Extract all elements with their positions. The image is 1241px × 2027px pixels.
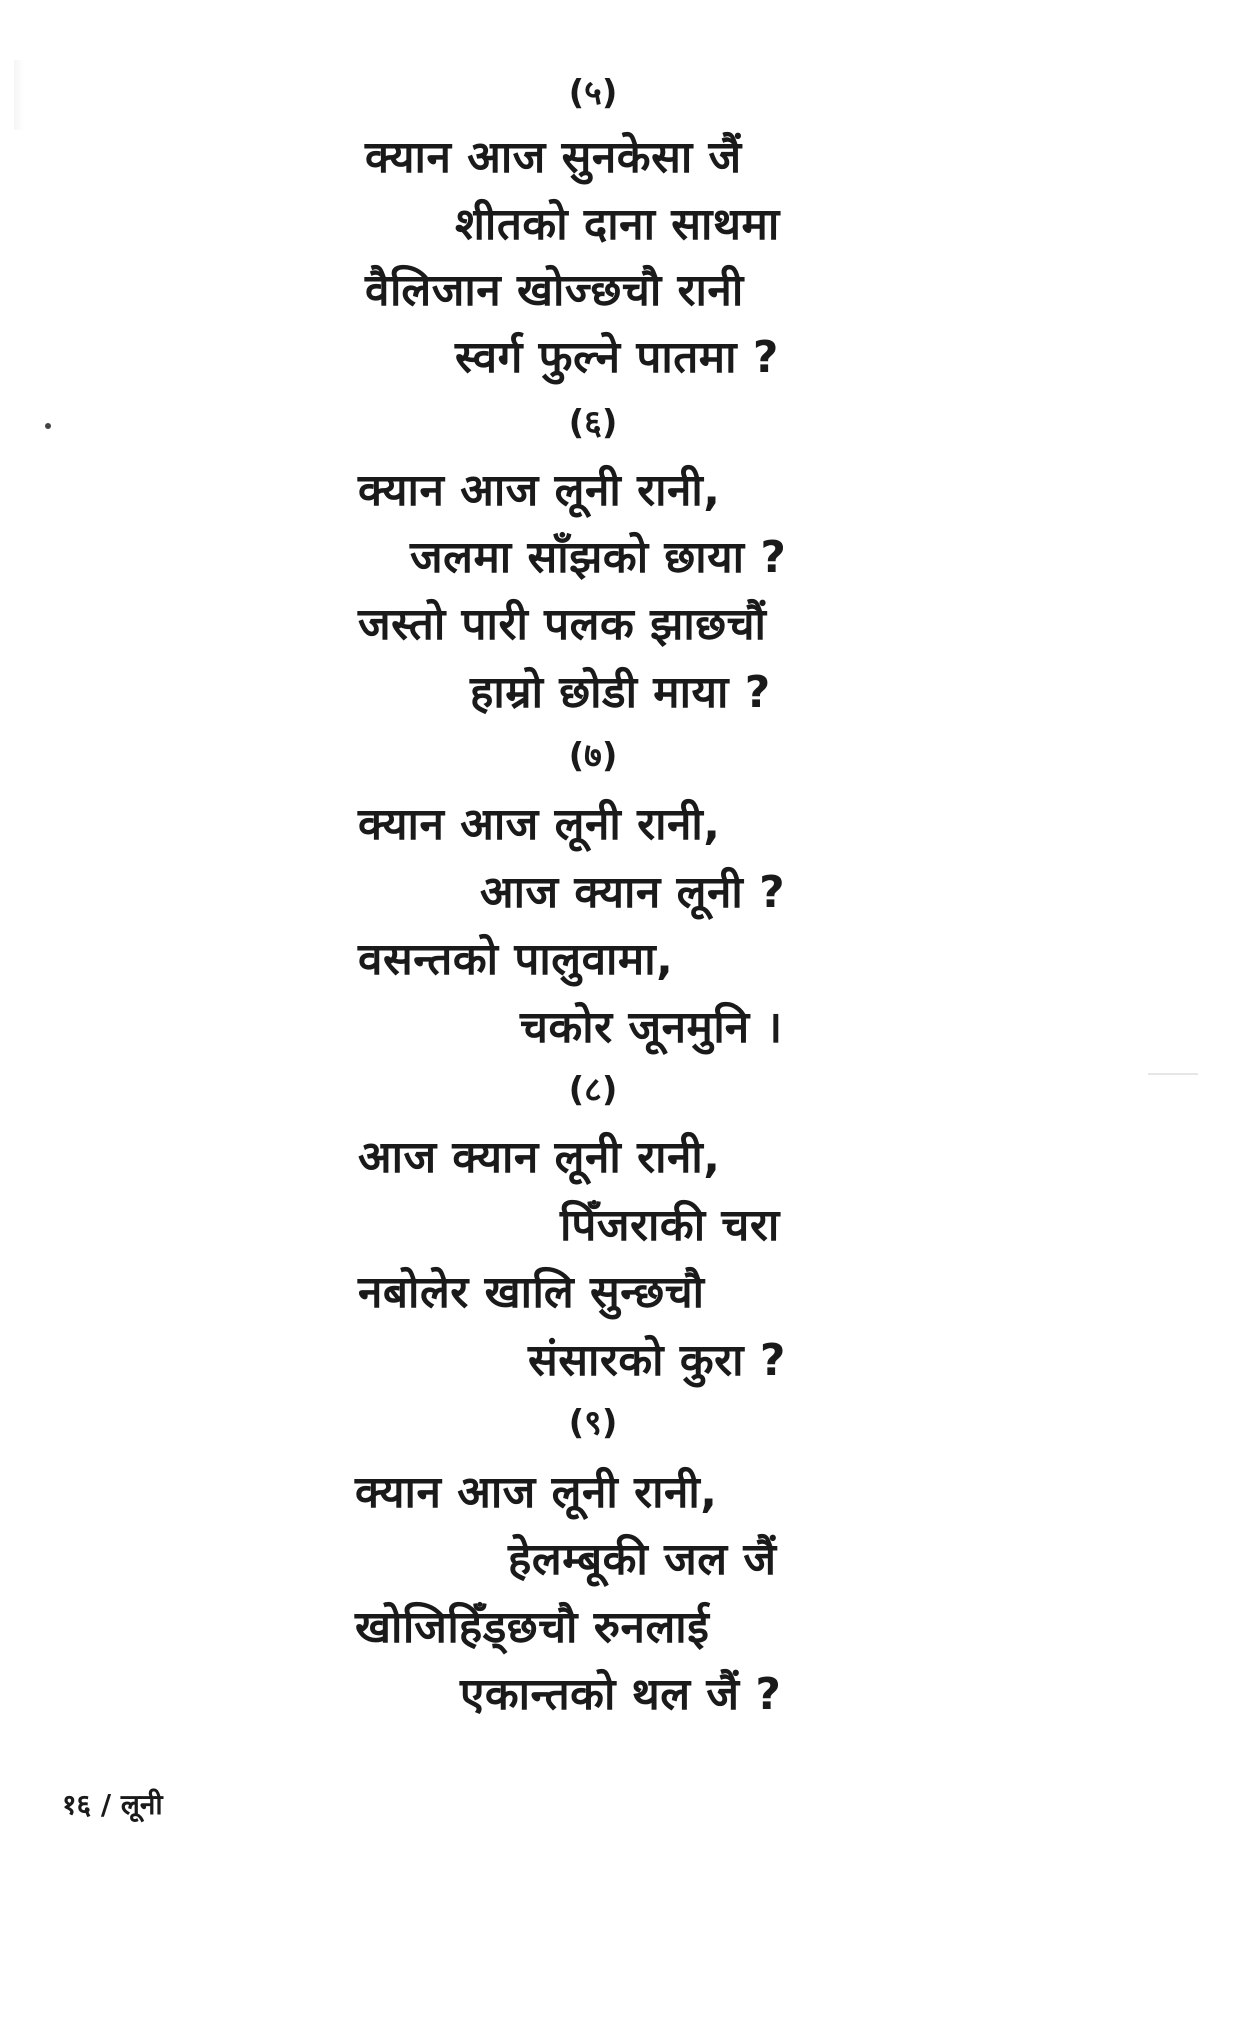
stanza-number: (६) — [568, 403, 618, 443]
poem-line: संसारको कुरा ? — [528, 1335, 786, 1386]
poem-line: चकोर जूनमुनि । — [520, 1002, 783, 1053]
stanza-number: (८) — [568, 1070, 618, 1110]
poem-line: एकान्तको थल जैं ? — [460, 1669, 782, 1720]
poem-line: आज क्यान लूनी रानी, — [358, 1132, 721, 1183]
poem-line: स्वर्ग फुल्ने पातमा ? — [455, 332, 779, 383]
poem-line: क्यान आज लूनी रानी, — [358, 799, 721, 850]
stanza-number: (७) — [568, 736, 618, 776]
poem-line: हेलम्बूकी जल जैं — [508, 1534, 777, 1585]
scan-margin-shade — [14, 60, 24, 130]
poem-line: नबोलेर खालि सुन्छचौ — [358, 1267, 705, 1318]
page-footer: १६ / लूनी — [62, 1788, 163, 1821]
poem-line: क्यान आज सुनकेसा जैं — [365, 132, 742, 183]
poem-line: वसन्तको पालुवामा, — [358, 934, 674, 985]
poem-line: क्यान आज लूनी रानी, — [355, 1467, 718, 1518]
poem-line: खोजिहिँड्छचौ रुनलाई — [355, 1602, 710, 1653]
scan-speck — [45, 423, 51, 429]
poem-line: क्यान आज लूनी रानी, — [358, 465, 721, 516]
scan-mark — [1148, 1073, 1198, 1075]
poem-line: वैलिजान खोज्छचौ रानी — [365, 265, 744, 316]
poem-line: हाम्रो छोडी माया ? — [470, 667, 771, 718]
poem-line: जस्तो पारी पलक झाछचौं — [358, 599, 767, 650]
poem-line: पिँजराकी चरा — [560, 1200, 780, 1251]
poem-line: आज क्यान लूनी ? — [480, 867, 786, 918]
poem-line: शीतको दाना साथमा — [455, 199, 780, 250]
poem-line: जलमा साँझको छाया ? — [410, 532, 787, 583]
stanza-number: (९) — [568, 1403, 618, 1443]
stanza-number: (५) — [568, 73, 618, 113]
